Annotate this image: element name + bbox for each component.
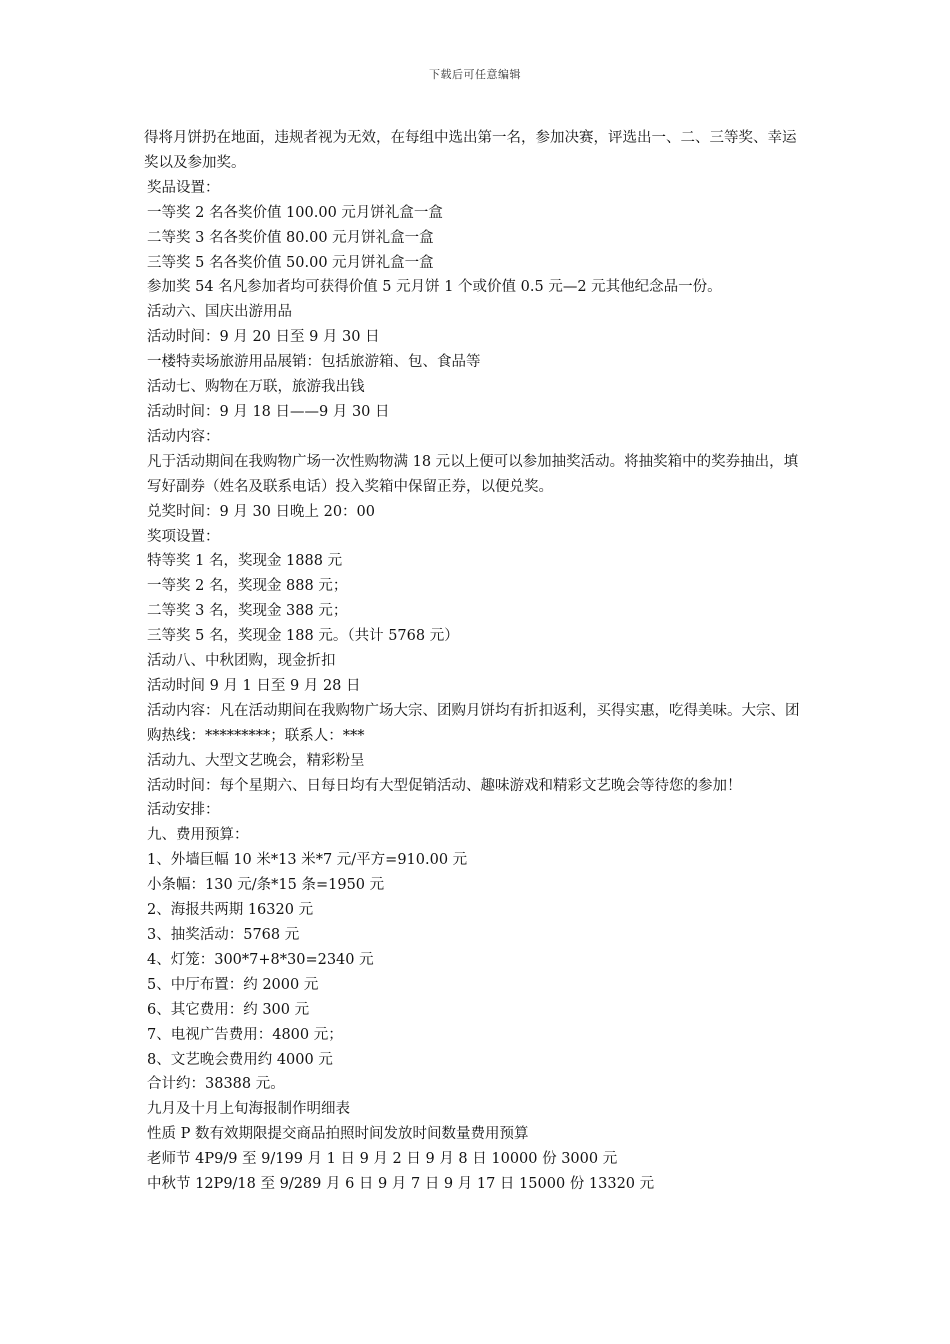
text-line: 活动安排： [147, 802, 220, 819]
text-line: 凡于活动期间在我购物广场一次性购物满 18 元以上便可以参加抽奖活动。将抽奖箱中的奖券抽出，填写好副券（姓名及联系电话）投入奖箱中保留正券，以便兑奖。 [147, 453, 799, 495]
text-line: 一等奖 2 名各奖价值 100.00 元月饼礼盒一盒 [147, 204, 443, 221]
text-line: 三等奖 5 名各奖价值 50.00 元月饼礼盒一盒 [147, 254, 434, 271]
text-line: 奖品设置： [147, 179, 220, 196]
text-line: 7、电视广告费用：4800 元； [147, 1026, 343, 1043]
text-line: 活动九、大型文艺晚会，精彩粉呈 [147, 752, 365, 769]
text-line: 活动时间：每个星期六、日每日均有大型促销活动、趣味游戏和精彩文艺晚会等待您的参加！ [147, 777, 742, 794]
text-line: 得将月饼扔在地面，违规者视为无效，在每组中选出第一名，参加决赛，评选出一、二、三等奖、幸运奖以及参加奖。 [144, 130, 797, 171]
text-line: 活动内容：凡在活动期间在我购物广场大宗、团购月饼均有折扣返利，买得实惠，吃得美味。大宗、团购热线：*********；联系人：*** [147, 702, 800, 744]
text-line: 小条幅：130 元/条*15 条=1950 元 [147, 877, 385, 894]
text-line: 活动八、中秋团购，现金折扣 [147, 653, 336, 670]
text-line: 参加奖 54 名凡参加者均可获得价值 5 元月饼 1 个或价值 0.5 元—2 元其他纪念品一份。 [147, 279, 722, 296]
text-line: 4、灯笼：300*7+8*30=2340 元 [147, 951, 374, 968]
text-line: 一楼特卖场旅游用品展销：包括旅游箱、包、食品等 [147, 354, 481, 371]
text-line: 合计约：38388 元。 [147, 1076, 285, 1093]
text-line: 6、其它费用：约 300 元 [147, 1001, 310, 1018]
text-line: 活动内容： [147, 428, 220, 445]
text-line: 活动六、国庆出游用品 [147, 304, 292, 321]
text-line: 活动时间：9 月 18 日——9 月 30 日 [147, 403, 390, 420]
text-line: 活动时间：9 月 20 日至 9 月 30 日 [147, 329, 380, 346]
text-line: 1、外墙巨幅 10 米*13 米*7 元/平方=910.00 元 [147, 852, 468, 869]
text-line: 活动七、购物在万联，旅游我出钱 [147, 379, 365, 396]
text-line: 二等奖 3 名各奖价值 80.00 元月饼礼盒一盒 [147, 229, 434, 246]
text-line: 3、抽奖活动：5768 元 [147, 927, 300, 943]
text-line: 九月及十月上旬海报制作明细表 [147, 1101, 350, 1118]
text-line: 8、文艺晚会费用约 4000 元 [147, 1051, 333, 1068]
text-line: 九、费用预算： [147, 827, 249, 844]
text-line: 特等奖 1 名，奖现金 1888 元 [147, 553, 343, 570]
text-line: 老师节 4P9/9 至 9/199 月 1 日 9 月 2 日 9 月 8 日 10000 份 3000 元 [147, 1151, 618, 1168]
text-line: 2、海报共两期 16320 元 [147, 902, 314, 919]
text-line: 三等奖 5 名，奖现金 188 元。（共计 5768 元） [147, 628, 459, 645]
text-line: 一等奖 2 名，奖现金 888 元； [147, 578, 348, 595]
text-line: 性质 P 数有效期限提交商品拍照时间发放时间数量费用预算 [147, 1126, 529, 1143]
document-body [144, 126, 808, 1197]
text-line: 兑奖时间：9 月 30 日晚上 20：00 [147, 503, 376, 520]
text-line: 奖项设置： [147, 528, 220, 545]
text-line: 二等奖 3 名，奖现金 388 元； [147, 603, 348, 620]
text-line: 5、中厅布置：约 2000 元 [147, 976, 319, 993]
page-header: 下载后可任意编辑 [429, 68, 521, 81]
text-line: 活动时间 9 月 1 日至 9 月 28 日 [147, 677, 361, 694]
text-line: 中秋节 12P9/18 至 9/289 月 6 日 9 月 7 日 9 月 17 日 15000 份 13320 元 [147, 1176, 655, 1193]
